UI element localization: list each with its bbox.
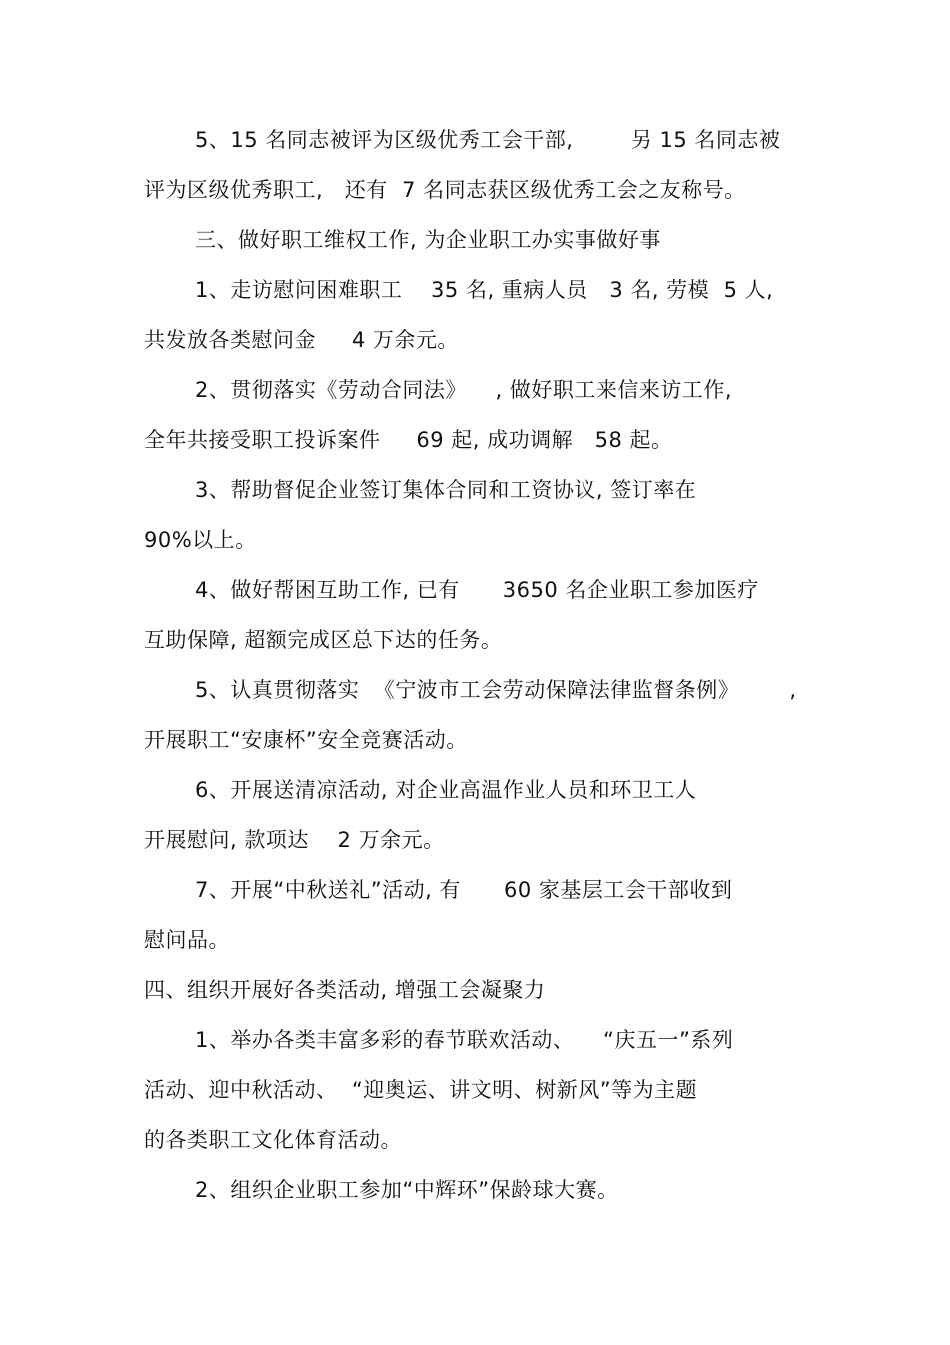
text-line: 共发放各类慰问金 4 万余元。 — [144, 328, 459, 352]
text-line: 4、做好帮困互助工作, 已有 3650 名企业职工参加医疗 — [195, 578, 759, 602]
text-line: 2、组织企业职工参加“中辉环”保龄球大赛。 — [195, 1178, 619, 1202]
section-heading: 三、做好职工维权工作, 为企业职工办实事做好事 — [195, 228, 661, 252]
text-line: 1、举办各类丰富多彩的春节联欢活动、 “庆五一”系列 — [195, 1028, 734, 1052]
text-line: 2、贯彻落实《劳动合同法》 , 做好职工来信来访工作, — [195, 378, 733, 402]
text-line: 全年共接受职工投诉案件 69 起, 成功调解 58 起。 — [144, 428, 673, 452]
section-heading: 四、组织开展好各类活动, 增强工会凝聚力 — [144, 978, 546, 1002]
text-line: 评为区级优秀职工, 还有 7 名同志获区级优秀工会之友称号。 — [144, 178, 746, 202]
text-line: 3、帮助督促企业签订集体合同和工资协议, 签订率在 — [195, 478, 697, 502]
text-line: 的各类职工文化体育活动。 — [144, 1128, 402, 1152]
text-line: 6、开展送清凉活动, 对企业高温作业人员和环卫工人 — [195, 778, 697, 802]
text-line: 开展职工“安康杯”安全竞赛活动。 — [144, 728, 468, 752]
text-line: 5、15 名同志被评为区级优秀工会干部, 另 15 名同志被 — [195, 128, 781, 152]
text-line: 7、开展“中秋送礼”活动, 有 60 家基层工会干部收到 — [195, 878, 733, 902]
text-line: 5、认真贯彻落实 《宁波市工会劳动保障法律监督条例》 , — [195, 678, 797, 702]
text-line: 活动、迎中秋活动、 “迎奥运、讲文明、树新风”等为主题 — [144, 1078, 698, 1102]
text-line: 90%以上。 — [144, 528, 257, 552]
text-line: 互助保障, 超额完成区总下达的任务。 — [144, 628, 503, 652]
text-line: 慰问品。 — [144, 928, 230, 952]
text-line: 1、走访慰问困难职工 35 名, 重病人员 3 名, 劳模 5 人, — [195, 278, 774, 302]
text-line: 开展慰问, 款项达 2 万余元。 — [144, 828, 445, 852]
